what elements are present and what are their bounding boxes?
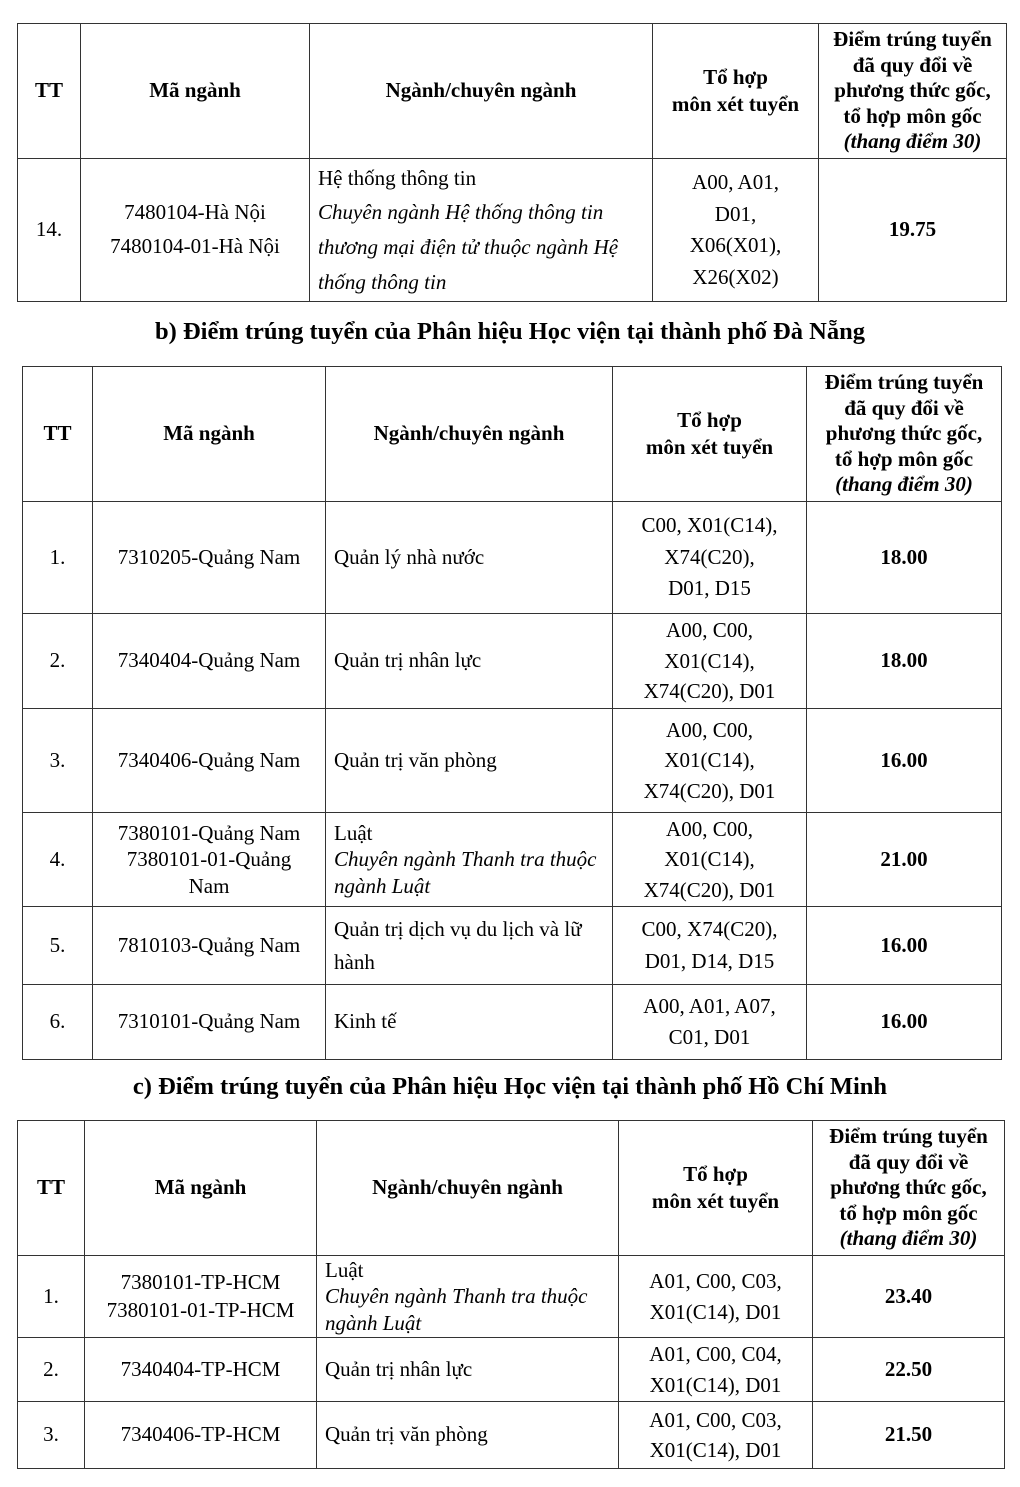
header-nganh: Ngành/chuyên ngành — [310, 24, 653, 159]
table-row — [23, 502, 1002, 614]
row-codes: 7380101-TP-HCM 7380101-01-TP-HCM — [85, 1256, 317, 1338]
row-combos: A00, C00, X01(C14), X74(C20), D01 — [613, 614, 807, 709]
header-tt: TT — [18, 24, 81, 159]
row-major: Quản trị dịch vụ du lịch và lữ hành — [326, 907, 613, 985]
header-to-hop: Tổ hợp môn xét tuyển — [613, 367, 807, 502]
row-tt: 1. — [23, 502, 93, 614]
row-codes: 7810103-Quảng Nam — [93, 907, 326, 985]
row-score: 16.00 — [807, 985, 1002, 1060]
row-major: Kinh tế — [326, 985, 613, 1060]
table-header — [18, 24, 1007, 159]
row-codes: 7380101-Quảng Nam 7380101-01-Quảng Nam — [93, 813, 326, 907]
row-codes: 7310205-Quảng Nam — [93, 502, 326, 614]
row-tt: 14. — [18, 159, 81, 302]
row-score: 22.50 — [813, 1338, 1005, 1402]
row-tt: 5. — [23, 907, 93, 985]
table-row — [23, 985, 1002, 1060]
row-combos: C00, X74(C20), D01, D14, D15 — [613, 907, 807, 985]
row-major: Quản trị văn phòng — [317, 1402, 619, 1469]
header-diem: Điểm trúng tuyển đã quy đổi về phương thức gốc, tổ hợp môn gốc (thang điểm 30) — [819, 24, 1007, 159]
table-da-nang — [22, 366, 1002, 1060]
header-nganh: Ngành/chuyên ngành — [326, 367, 613, 502]
row-codes: 7480104-Hà Nội 7480104-01-Hà Nội — [81, 159, 310, 302]
header-diem: Điểm trúng tuyển đã quy đổi về phương thức gốc, tổ hợp môn gốc (thang điểm 30) — [807, 367, 1002, 502]
row-tt: 3. — [23, 709, 93, 813]
row-combos: A00, C00, X01(C14), X74(C20), D01 — [613, 813, 807, 907]
row-tt: 2. — [18, 1338, 85, 1402]
header-tt: TT — [18, 1121, 85, 1256]
header-ma-nganh: Mã ngành — [85, 1121, 317, 1256]
row-major: Luật Chuyên ngành Thanh tra thuộc ngành Luật — [326, 813, 613, 907]
row-score: 18.00 — [807, 502, 1002, 614]
row-major: Quản trị nhân lực — [317, 1338, 619, 1402]
header-to-hop: Tổ hợp môn xét tuyển — [653, 24, 819, 159]
header-nganh: Ngành/chuyên ngành — [317, 1121, 619, 1256]
table-row — [23, 709, 1002, 813]
table-row — [23, 614, 1002, 709]
row-score: 19.75 — [819, 159, 1007, 302]
row-score: 18.00 — [807, 614, 1002, 709]
row-codes: 7340406-Quảng Nam — [93, 709, 326, 813]
table-header — [23, 367, 1002, 502]
header-ma-nganh: Mã ngành — [81, 24, 310, 159]
row-tt: 4. — [23, 813, 93, 907]
row-combos: C00, X01(C14), X74(C20), D01, D15 — [613, 502, 807, 614]
table-row — [18, 159, 1007, 302]
row-codes: 7340404-Quảng Nam — [93, 614, 326, 709]
table-row — [23, 907, 1002, 985]
header-to-hop: Tổ hợp môn xét tuyển — [619, 1121, 813, 1256]
row-codes: 7340404-TP-HCM — [85, 1338, 317, 1402]
row-tt: 6. — [23, 985, 93, 1060]
table-row — [18, 1338, 1005, 1402]
row-combos: A01, C00, C03, X01(C14), D01 — [619, 1256, 813, 1338]
row-score: 21.00 — [807, 813, 1002, 907]
row-score: 16.00 — [807, 709, 1002, 813]
row-combos: A00, A01, A07, C01, D01 — [613, 985, 807, 1060]
row-combos: A01, C00, C03, X01(C14), D01 — [619, 1402, 813, 1469]
row-major: Quản trị văn phòng — [326, 709, 613, 813]
row-combos: A01, C00, C04, X01(C14), D01 — [619, 1338, 813, 1402]
table-row — [18, 1256, 1005, 1338]
row-codes: 7340406-TP-HCM — [85, 1402, 317, 1469]
row-combos: A00, C00, X01(C14), X74(C20), D01 — [613, 709, 807, 813]
row-score: 16.00 — [807, 907, 1002, 985]
row-score: 21.50 — [813, 1402, 1005, 1469]
section-title-ho-chi-minh: c) Điểm trúng tuyển của Phân hiệu Học viện tại thành phố Hồ Chí Minh — [132, 1073, 888, 1100]
table-row — [23, 813, 1002, 907]
table-header — [18, 1121, 1005, 1256]
section-title-da-nang: b) Điểm trúng tuyển của Phân hiệu Học viện tại thành phố Đà Nẵng — [155, 318, 865, 345]
row-tt: 1. — [18, 1256, 85, 1338]
row-major: Hệ thống thông tin Chuyên ngành Hệ thống thông tin thương mại điện tử thuộc ngành Hệ thống thông tin — [310, 159, 653, 302]
row-major: Quản lý nhà nước — [326, 502, 613, 614]
row-major: Luật Chuyên ngành Thanh tra thuộc ngành Luật — [317, 1256, 619, 1338]
row-combos: A00, A01, D01, X06(X01), X26(X02) — [653, 159, 819, 302]
header-diem: Điểm trúng tuyển đã quy đổi về phương thức gốc, tổ hợp môn gốc (thang điểm 30) — [813, 1121, 1005, 1256]
row-codes: 7310101-Quảng Nam — [93, 985, 326, 1060]
row-major: Quản trị nhân lực — [326, 614, 613, 709]
header-ma-nganh: Mã ngành — [93, 367, 326, 502]
table-hanoi — [17, 23, 1007, 302]
row-tt: 3. — [18, 1402, 85, 1469]
row-tt: 2. — [23, 614, 93, 709]
row-score: 23.40 — [813, 1256, 1005, 1338]
table-row — [18, 1402, 1005, 1469]
table-ho-chi-minh — [17, 1120, 1005, 1469]
header-tt: TT — [23, 367, 93, 502]
